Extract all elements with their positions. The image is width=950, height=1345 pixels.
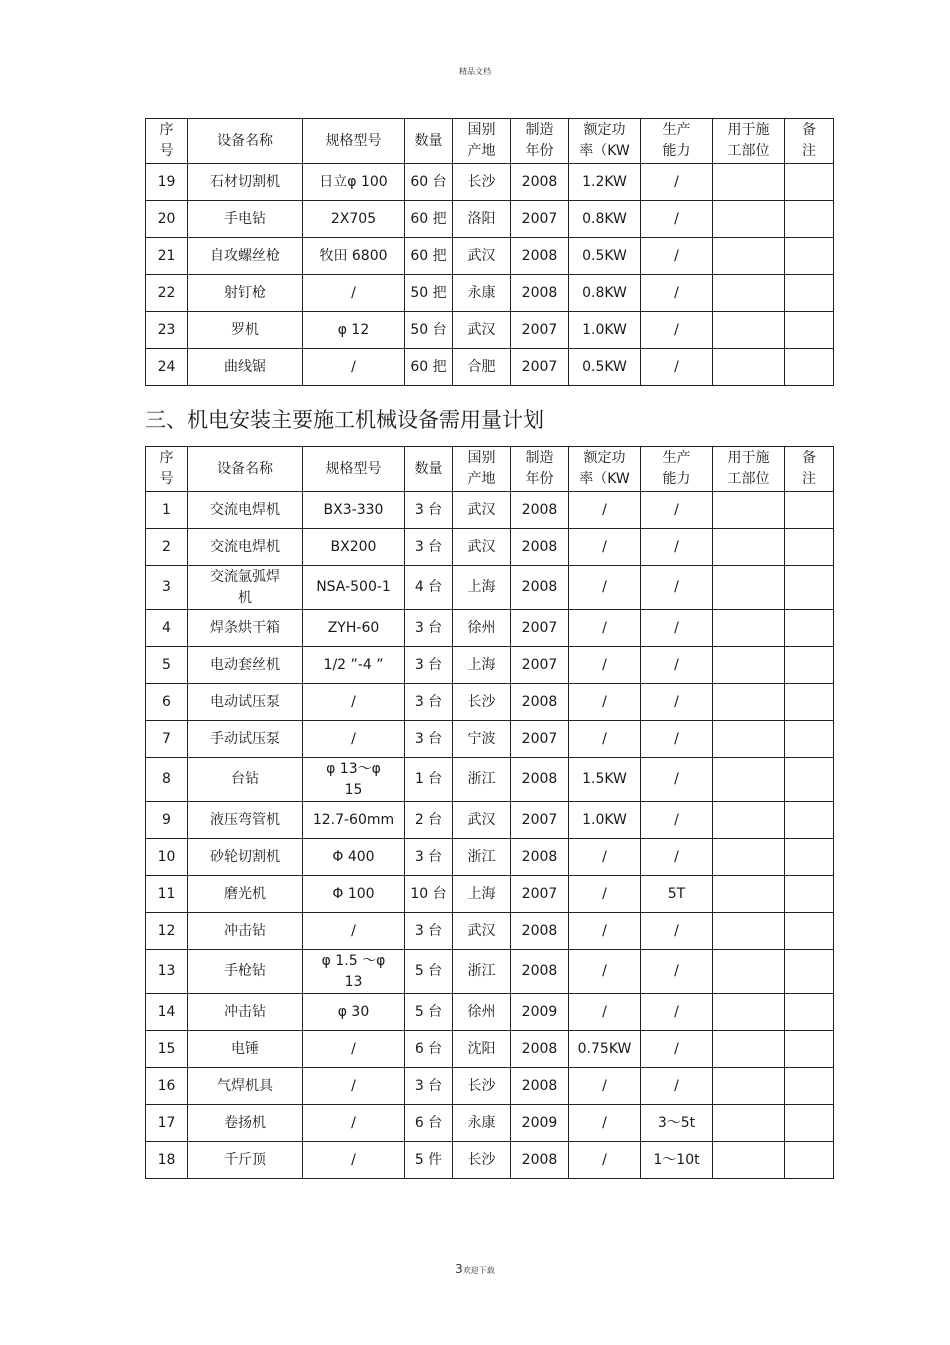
cell-col-location (713, 994, 785, 1031)
cell-col-power: / (569, 839, 641, 876)
cell-col-origin: 浙江 (453, 758, 511, 802)
cell-col-no: 19 (146, 164, 188, 201)
cell-col-location (713, 529, 785, 566)
cell-col-year: 2007 (511, 610, 569, 647)
cell-col-name: 卷扬机 (188, 1105, 303, 1142)
cell-col-qty: 3 台 (405, 913, 453, 950)
cell-col-power: / (569, 529, 641, 566)
cell-col-capacity: / (641, 647, 713, 684)
cell-col-no: 11 (146, 876, 188, 913)
page-number: 3 (455, 1262, 463, 1276)
header-col-year: 制造 年份 (511, 447, 569, 492)
cell-col-spec: / (303, 1031, 405, 1068)
cell-col-spec: BX3-330 (303, 492, 405, 529)
cell-col-spec: Φ 100 (303, 876, 405, 913)
table-row (146, 610, 834, 647)
cell-col-year: 2008 (511, 684, 569, 721)
cell-col-power: / (569, 994, 641, 1031)
cell-col-spec: / (303, 1142, 405, 1179)
cell-col-origin: 上海 (453, 647, 511, 684)
header-col-qty: 数量 (405, 447, 453, 492)
cell-col-capacity: / (641, 802, 713, 839)
cell-col-qty: 3 台 (405, 721, 453, 758)
cell-col-qty: 4 台 (405, 566, 453, 610)
cell-col-power: 0.75KW (569, 1031, 641, 1068)
cell-col-remark (785, 1031, 834, 1068)
cell-col-year: 2008 (511, 1142, 569, 1179)
cell-col-location (713, 802, 785, 839)
cell-col-no: 20 (146, 201, 188, 238)
cell-col-qty: 3 台 (405, 647, 453, 684)
cell-col-year: 2009 (511, 1105, 569, 1142)
table-row (146, 566, 834, 610)
cell-col-location (713, 1142, 785, 1179)
cell-col-no: 14 (146, 994, 188, 1031)
cell-col-remark (785, 913, 834, 950)
cell-col-origin: 合肥 (453, 349, 511, 386)
footer-text: 欢迎下载 (462, 1266, 495, 1275)
cell-col-qty: 1 台 (405, 758, 453, 802)
table-row (146, 529, 834, 566)
cell-col-name: 交流氩弧焊 机 (188, 566, 303, 610)
table-row (146, 839, 834, 876)
cell-col-capacity: 1～10t (641, 1142, 713, 1179)
cell-col-no: 8 (146, 758, 188, 802)
cell-col-no: 16 (146, 1068, 188, 1105)
cell-col-qty: 60 把 (405, 201, 453, 238)
cell-col-capacity: / (641, 201, 713, 238)
cell-col-remark (785, 201, 834, 238)
cell-col-capacity: / (641, 238, 713, 275)
cell-col-origin: 上海 (453, 566, 511, 610)
cell-col-origin: 长沙 (453, 684, 511, 721)
table-row (146, 876, 834, 913)
table-row (146, 994, 834, 1031)
cell-col-qty: 5 台 (405, 994, 453, 1031)
cell-col-capacity: / (641, 1031, 713, 1068)
cell-col-name: 焊条烘干箱 (188, 610, 303, 647)
cell-col-year: 2008 (511, 913, 569, 950)
cell-col-name: 石材切割机 (188, 164, 303, 201)
cell-col-remark (785, 684, 834, 721)
cell-col-spec: / (303, 275, 405, 312)
cell-col-spec: φ 1.5 ～φ 13 (303, 950, 405, 994)
cell-col-spec: Φ 400 (303, 839, 405, 876)
cell-col-remark (785, 1142, 834, 1179)
cell-col-year: 2008 (511, 529, 569, 566)
cell-col-power: 0.5KW (569, 349, 641, 386)
page-footer (0, 1262, 950, 1276)
table-row (146, 312, 834, 349)
cell-col-name: 射钉枪 (188, 275, 303, 312)
cell-col-location (713, 684, 785, 721)
cell-col-remark (785, 721, 834, 758)
cell-col-no: 3 (146, 566, 188, 610)
cell-col-year: 2007 (511, 312, 569, 349)
cell-col-no: 18 (146, 1142, 188, 1179)
cell-col-location (713, 275, 785, 312)
cell-col-qty: 3 台 (405, 839, 453, 876)
cell-col-remark (785, 312, 834, 349)
cell-col-location (713, 164, 785, 201)
cell-col-qty: 3 台 (405, 1068, 453, 1105)
cell-col-remark (785, 566, 834, 610)
cell-col-no: 23 (146, 312, 188, 349)
cell-col-remark (785, 275, 834, 312)
cell-col-origin: 长沙 (453, 164, 511, 201)
cell-col-capacity: / (641, 312, 713, 349)
cell-col-origin: 武汉 (453, 913, 511, 950)
cell-col-power: / (569, 721, 641, 758)
cell-col-qty: 3 台 (405, 492, 453, 529)
cell-col-no: 12 (146, 913, 188, 950)
cell-col-spec: / (303, 1068, 405, 1105)
cell-col-location (713, 721, 785, 758)
cell-col-location (713, 647, 785, 684)
table-row (146, 1142, 834, 1179)
header-col-power: 额定功 率（KW (569, 447, 641, 492)
cell-col-capacity: / (641, 913, 713, 950)
cell-col-location (713, 913, 785, 950)
table-row (146, 950, 834, 994)
cell-col-qty: 5 台 (405, 950, 453, 994)
cell-col-spec: / (303, 721, 405, 758)
table-row (146, 1105, 834, 1142)
cell-col-year: 2007 (511, 349, 569, 386)
cell-col-capacity: / (641, 529, 713, 566)
cell-col-origin: 长沙 (453, 1142, 511, 1179)
cell-col-year: 2008 (511, 275, 569, 312)
cell-col-capacity: / (641, 275, 713, 312)
cell-col-origin: 武汉 (453, 312, 511, 349)
cell-col-year: 2008 (511, 1068, 569, 1105)
cell-col-location (713, 492, 785, 529)
cell-col-year: 2008 (511, 492, 569, 529)
cell-col-name: 交流电焊机 (188, 492, 303, 529)
cell-col-no: 9 (146, 802, 188, 839)
cell-col-location (713, 566, 785, 610)
cell-col-name: 磨光机 (188, 876, 303, 913)
cell-col-location (713, 312, 785, 349)
cell-col-spec: / (303, 913, 405, 950)
cell-col-power: / (569, 492, 641, 529)
cell-col-capacity: / (641, 566, 713, 610)
table-row (146, 802, 834, 839)
cell-col-qty: 6 台 (405, 1105, 453, 1142)
cell-col-spec: / (303, 349, 405, 386)
cell-col-year: 2008 (511, 839, 569, 876)
table-row (146, 238, 834, 275)
table-row (146, 492, 834, 529)
cell-col-location (713, 349, 785, 386)
cell-col-year: 2008 (511, 1031, 569, 1068)
table-row (146, 1068, 834, 1105)
cell-col-name: 气焊机具 (188, 1068, 303, 1105)
cell-col-no: 4 (146, 610, 188, 647)
cell-col-spec: 牧田 6800 (303, 238, 405, 275)
cell-col-remark (785, 1068, 834, 1105)
cell-col-origin: 上海 (453, 876, 511, 913)
header-col-spec: 规格型号 (303, 447, 405, 492)
cell-col-spec: / (303, 1105, 405, 1142)
cell-col-origin: 宁波 (453, 721, 511, 758)
cell-col-capacity: / (641, 492, 713, 529)
cell-col-capacity: / (641, 164, 713, 201)
cell-col-no: 1 (146, 492, 188, 529)
header-col-no: 序 号 (146, 119, 188, 164)
cell-col-power: 1.5KW (569, 758, 641, 802)
cell-col-no: 22 (146, 275, 188, 312)
cell-col-capacity: / (641, 950, 713, 994)
cell-col-qty: 60 把 (405, 349, 453, 386)
cell-col-location (713, 201, 785, 238)
cell-col-capacity: / (641, 349, 713, 386)
cell-col-power: / (569, 647, 641, 684)
cell-col-year: 2007 (511, 647, 569, 684)
cell-col-qty: 60 台 (405, 164, 453, 201)
table-row (146, 684, 834, 721)
cell-col-remark (785, 950, 834, 994)
cell-col-remark (785, 349, 834, 386)
cell-col-remark (785, 758, 834, 802)
cell-col-spec: φ 30 (303, 994, 405, 1031)
cell-col-capacity: / (641, 684, 713, 721)
table-row (146, 913, 834, 950)
cell-col-name: 手枪钻 (188, 950, 303, 994)
cell-col-location (713, 758, 785, 802)
header-col-no: 序 号 (146, 447, 188, 492)
cell-col-no: 17 (146, 1105, 188, 1142)
header-col-location: 用于施 工部位 (713, 447, 785, 492)
cell-col-spec: ZYH-60 (303, 610, 405, 647)
cell-col-name: 千斤顶 (188, 1142, 303, 1179)
cell-col-no: 21 (146, 238, 188, 275)
cell-col-no: 15 (146, 1031, 188, 1068)
cell-col-origin: 洛阳 (453, 201, 511, 238)
cell-col-power: 1.2KW (569, 164, 641, 201)
section-title: 三、机电安装主要施工机械设备需用量计划 (145, 408, 544, 432)
header-col-name: 设备名称 (188, 119, 303, 164)
cell-col-qty: 50 把 (405, 275, 453, 312)
header-col-name: 设备名称 (188, 447, 303, 492)
header-col-capacity: 生产 能力 (641, 119, 713, 164)
cell-col-remark (785, 164, 834, 201)
cell-col-spec: φ 12 (303, 312, 405, 349)
cell-col-year: 2008 (511, 758, 569, 802)
header-col-spec: 规格型号 (303, 119, 405, 164)
cell-col-year: 2007 (511, 201, 569, 238)
cell-col-origin: 永康 (453, 275, 511, 312)
table-header-row (146, 119, 834, 164)
header-col-capacity: 生产 能力 (641, 447, 713, 492)
cell-col-spec: 12.7-60mm (303, 802, 405, 839)
cell-col-capacity: 5T (641, 876, 713, 913)
cell-col-capacity: 3～5t (641, 1105, 713, 1142)
cell-col-year: 2008 (511, 238, 569, 275)
cell-col-location (713, 238, 785, 275)
table-row (146, 201, 834, 238)
cell-col-qty: 3 台 (405, 610, 453, 647)
cell-col-no: 13 (146, 950, 188, 994)
cell-col-power: / (569, 684, 641, 721)
cell-col-no: 10 (146, 839, 188, 876)
cell-col-name: 自攻螺丝枪 (188, 238, 303, 275)
equipment-table-1 (145, 118, 834, 386)
header-col-origin: 国别 产地 (453, 119, 511, 164)
cell-col-location (713, 610, 785, 647)
cell-col-remark (785, 529, 834, 566)
cell-col-origin: 武汉 (453, 529, 511, 566)
cell-col-location (713, 1105, 785, 1142)
cell-col-name: 冲击钻 (188, 913, 303, 950)
cell-col-power: / (569, 1105, 641, 1142)
header-col-remark: 备 注 (785, 447, 834, 492)
cell-col-name: 台钻 (188, 758, 303, 802)
cell-col-power: / (569, 913, 641, 950)
cell-col-no: 7 (146, 721, 188, 758)
header-col-year: 制造 年份 (511, 119, 569, 164)
header-col-location: 用于施 工部位 (713, 119, 785, 164)
cell-col-spec: NSA-500-1 (303, 566, 405, 610)
cell-col-power: 0.8KW (569, 201, 641, 238)
cell-col-no: 24 (146, 349, 188, 386)
header-col-remark: 备 注 (785, 119, 834, 164)
cell-col-origin: 徐州 (453, 610, 511, 647)
cell-col-spec: 日立φ 100 (303, 164, 405, 201)
cell-col-power: / (569, 1068, 641, 1105)
cell-col-location (713, 1031, 785, 1068)
cell-col-qty: 2 台 (405, 802, 453, 839)
cell-col-capacity: / (641, 1068, 713, 1105)
cell-col-capacity: / (641, 994, 713, 1031)
cell-col-qty: 60 把 (405, 238, 453, 275)
cell-col-origin: 永康 (453, 1105, 511, 1142)
cell-col-capacity: / (641, 610, 713, 647)
cell-col-no: 2 (146, 529, 188, 566)
cell-col-remark (785, 647, 834, 684)
cell-col-power: 1.0KW (569, 312, 641, 349)
cell-col-year: 2008 (511, 566, 569, 610)
cell-col-qty: 10 台 (405, 876, 453, 913)
cell-col-origin: 沈阳 (453, 1031, 511, 1068)
header-col-qty: 数量 (405, 119, 453, 164)
cell-col-qty: 6 台 (405, 1031, 453, 1068)
cell-col-origin: 浙江 (453, 839, 511, 876)
cell-col-remark (785, 802, 834, 839)
cell-col-year: 2007 (511, 802, 569, 839)
cell-col-year: 2007 (511, 721, 569, 758)
cell-col-no: 6 (146, 684, 188, 721)
cell-col-qty: 3 台 (405, 529, 453, 566)
page-header: 精品文档 (459, 67, 491, 76)
table-header-row (146, 447, 834, 492)
cell-col-name: 电动套丝机 (188, 647, 303, 684)
cell-col-qty: 5 件 (405, 1142, 453, 1179)
cell-col-year: 2008 (511, 164, 569, 201)
cell-col-name: 手电钻 (188, 201, 303, 238)
cell-col-power: 0.5KW (569, 238, 641, 275)
cell-col-no: 5 (146, 647, 188, 684)
cell-col-year: 2009 (511, 994, 569, 1031)
cell-col-power: / (569, 1142, 641, 1179)
header-col-origin: 国别 产地 (453, 447, 511, 492)
table-row (146, 647, 834, 684)
cell-col-year: 2007 (511, 876, 569, 913)
table-row (146, 164, 834, 201)
cell-col-power: 0.8KW (569, 275, 641, 312)
cell-col-remark (785, 994, 834, 1031)
cell-col-capacity: / (641, 758, 713, 802)
cell-col-name: 液压弯管机 (188, 802, 303, 839)
cell-col-power: 1.0KW (569, 802, 641, 839)
cell-col-qty: 3 台 (405, 684, 453, 721)
cell-col-location (713, 950, 785, 994)
cell-col-location (713, 839, 785, 876)
cell-col-remark (785, 876, 834, 913)
cell-col-origin: 徐州 (453, 994, 511, 1031)
header-col-power: 额定功 率（KW (569, 119, 641, 164)
cell-col-power: / (569, 876, 641, 913)
table-row (146, 1031, 834, 1068)
cell-col-name: 冲击钻 (188, 994, 303, 1031)
cell-col-origin: 浙江 (453, 950, 511, 994)
cell-col-spec: 1/2 ”-4 ” (303, 647, 405, 684)
cell-col-origin: 武汉 (453, 238, 511, 275)
cell-col-spec: 2X705 (303, 201, 405, 238)
cell-col-remark (785, 492, 834, 529)
cell-col-remark (785, 839, 834, 876)
cell-col-remark (785, 238, 834, 275)
table-row (146, 275, 834, 312)
cell-col-name: 电动试压泵 (188, 684, 303, 721)
cell-col-capacity: / (641, 721, 713, 758)
cell-col-spec: BX200 (303, 529, 405, 566)
table-row (146, 721, 834, 758)
cell-col-name: 罗机 (188, 312, 303, 349)
cell-col-name: 交流电焊机 (188, 529, 303, 566)
cell-col-capacity: / (641, 839, 713, 876)
cell-col-year: 2008 (511, 950, 569, 994)
cell-col-location (713, 1068, 785, 1105)
cell-col-origin: 长沙 (453, 1068, 511, 1105)
cell-col-spec: φ 13～φ 15 (303, 758, 405, 802)
table-row (146, 349, 834, 386)
table-row (146, 758, 834, 802)
cell-col-qty: 50 台 (405, 312, 453, 349)
cell-col-power: / (569, 610, 641, 647)
cell-col-remark (785, 610, 834, 647)
cell-col-location (713, 876, 785, 913)
cell-col-name: 曲线锯 (188, 349, 303, 386)
cell-col-name: 砂轮切割机 (188, 839, 303, 876)
cell-col-origin: 武汉 (453, 492, 511, 529)
cell-col-remark (785, 1105, 834, 1142)
cell-col-name: 电锤 (188, 1031, 303, 1068)
cell-col-power: / (569, 566, 641, 610)
cell-col-name: 手动试压泵 (188, 721, 303, 758)
equipment-table-2 (145, 446, 834, 1179)
cell-col-spec: / (303, 684, 405, 721)
cell-col-origin: 武汉 (453, 802, 511, 839)
cell-col-power: / (569, 950, 641, 994)
